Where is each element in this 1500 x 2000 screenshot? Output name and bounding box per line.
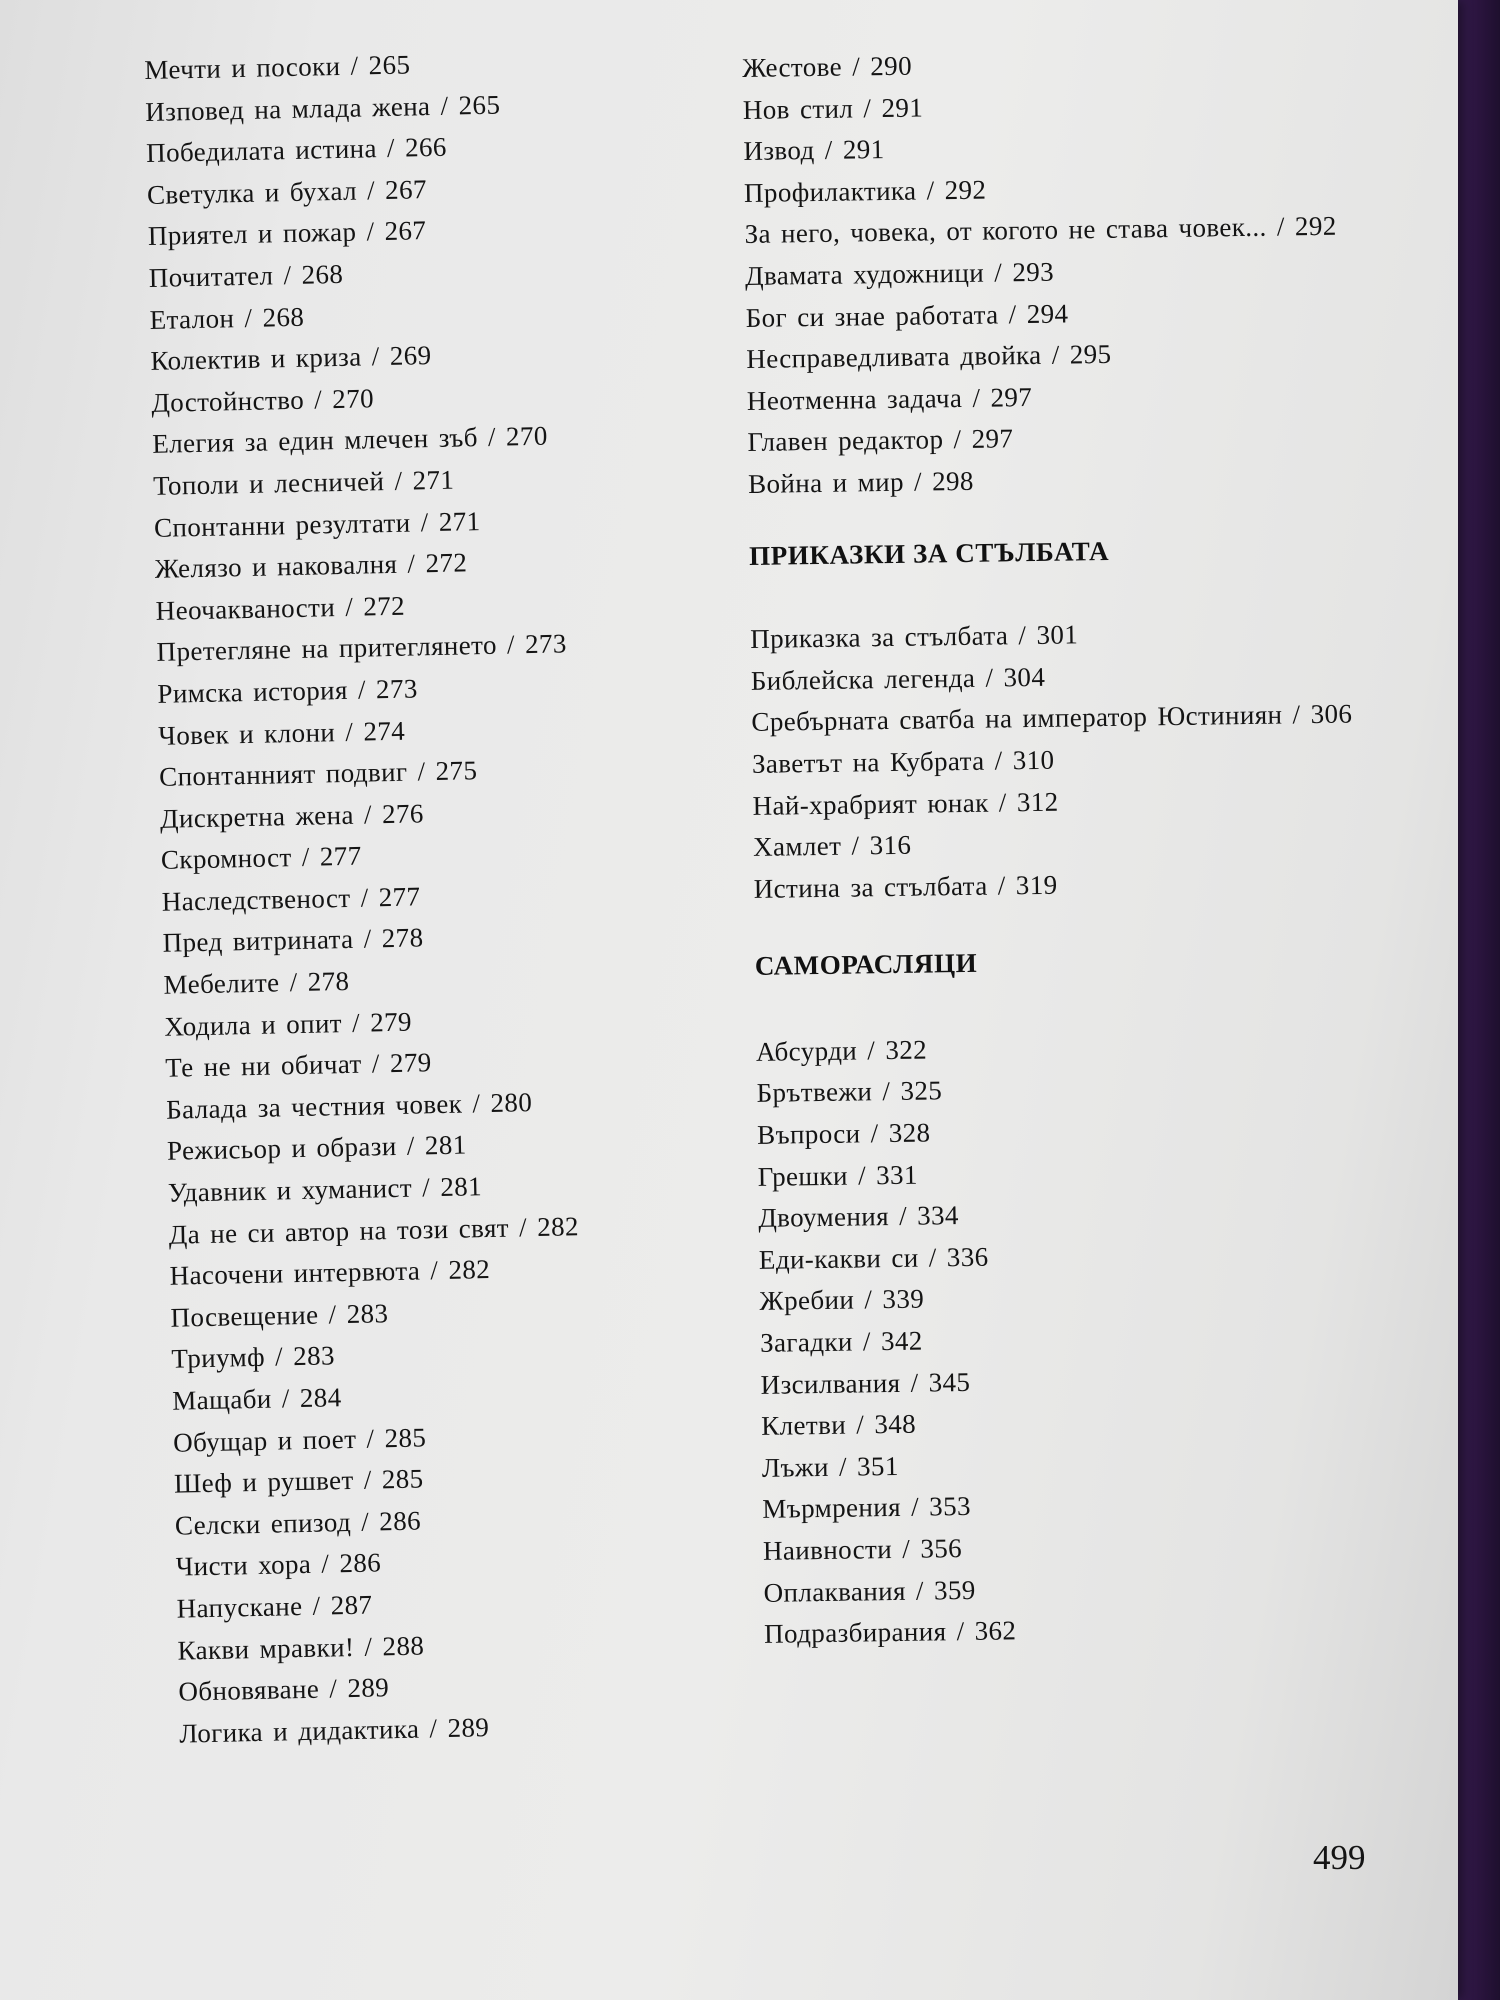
toc-right-top-list xyxy=(742,39,1388,505)
toc-entry-page: 277 xyxy=(378,881,421,913)
toc-entry-separator: / xyxy=(344,591,354,622)
toc-entry-separator: / xyxy=(421,1172,431,1203)
toc-entry-title: Двоумения xyxy=(758,1201,890,1234)
toc-entry-page: 287 xyxy=(330,1589,373,1621)
toc-entry-separator: / xyxy=(867,1035,876,1066)
toc-entry-separator: / xyxy=(357,674,367,705)
toc-entry-separator: / xyxy=(429,1712,438,1744)
toc-entry-title: Най-храбрият юнак xyxy=(752,787,989,821)
toc-entry-page: 293 xyxy=(1012,256,1055,288)
toc-entry-title: Логика и дидактика xyxy=(178,1713,420,1749)
toc-entry-separator: / xyxy=(244,302,253,333)
toc-entry-separator: / xyxy=(506,629,516,660)
toc-entry-page: 339 xyxy=(882,1284,925,1315)
toc-entry-title: Тополи и лесничей xyxy=(152,466,385,501)
toc-entry-page: 266 xyxy=(404,131,448,163)
toc-entry-separator: / xyxy=(407,548,416,579)
toc-entry-title: Напускане xyxy=(176,1590,303,1624)
toc-entry-separator: / xyxy=(518,1211,528,1243)
toc-entry-title: Обущар и поет xyxy=(172,1423,357,1458)
toc-self-grown-list xyxy=(756,1023,1405,1656)
toc-entry-page: 304 xyxy=(1003,661,1046,693)
toc-entry-title: Наследственост xyxy=(161,882,351,917)
toc-entry-page: 298 xyxy=(931,465,974,497)
toc-entry-title: Пред витрината xyxy=(162,924,354,959)
toc-entry-title: Колектив и криза xyxy=(150,341,362,377)
toc-entry-page: 268 xyxy=(301,258,344,290)
toc-entry-title: Заветът на Кубрата xyxy=(751,745,985,779)
toc-entry-title: Достойнство xyxy=(151,384,305,418)
toc-entry-separator: / xyxy=(862,1326,872,1357)
toc-entry-page: 279 xyxy=(389,1047,432,1079)
toc-entry-separator: / xyxy=(1008,298,1017,329)
toc-entry-separator: / xyxy=(321,1548,330,1579)
toc-entry-separator: / xyxy=(371,1048,381,1079)
toc-entry-title: Насочени интервюта xyxy=(169,1255,421,1291)
toc-entry-title: Жестове xyxy=(742,51,843,83)
toc-entry-title: Какви мравки! xyxy=(177,1631,355,1666)
toc-entry-title: Бог си знае работата xyxy=(745,299,999,333)
toc-entry-title: Обновяване xyxy=(178,1673,320,1707)
toc-entry-title: Спонтанни резултати xyxy=(153,507,411,543)
toc-entry-separator: / xyxy=(363,1464,372,1495)
toc-entry xyxy=(764,1605,1405,1656)
toc-entry-page: 268 xyxy=(262,301,305,333)
toc-entry-page: 277 xyxy=(319,840,362,872)
toc-entry-page: 328 xyxy=(888,1117,931,1149)
toc-entry-page: 270 xyxy=(505,420,549,452)
toc-entry-title: Грешки xyxy=(757,1160,849,1192)
toc-entry-separator: / xyxy=(953,424,962,455)
toc-entry-separator: / xyxy=(328,1299,337,1330)
toc-entry-separator: / xyxy=(417,756,426,787)
toc-entry-page: 322 xyxy=(885,1034,928,1065)
toc-entry-separator: / xyxy=(313,384,323,415)
toc-entry-title: Профилактика xyxy=(743,175,917,208)
toc-entry-title: Мърмрения xyxy=(762,1492,902,1525)
toc-entry-separator: / xyxy=(910,1492,920,1523)
toc-entry-separator: / xyxy=(345,716,354,747)
toc-entry-title: Приказка за стълбата xyxy=(750,620,1009,655)
toc-entry-page: 280 xyxy=(490,1086,533,1118)
toc-entry-title: Лъжи xyxy=(761,1451,830,1483)
toc-entry-page: 284 xyxy=(299,1382,342,1414)
toc-entry-title: Човек и клони xyxy=(158,716,336,751)
toc-entry-title: Война и мир xyxy=(747,466,905,499)
toc-entry-page: 316 xyxy=(869,829,912,861)
toc-entry-separator: / xyxy=(487,422,497,453)
toc-entry-separator: / xyxy=(972,382,981,413)
toc-entry-separator: / xyxy=(998,786,1007,817)
toc-entry-separator: / xyxy=(430,1255,439,1286)
toc-entry-separator: / xyxy=(363,923,372,955)
toc-entry-page: 276 xyxy=(381,797,425,829)
toc-entry xyxy=(753,860,1394,911)
toc-entry-page: 267 xyxy=(384,215,427,247)
toc-entry-separator: / xyxy=(994,745,1003,776)
toc-entry-page: 353 xyxy=(928,1491,972,1522)
toc-entry-separator: / xyxy=(851,830,860,861)
toc-entry-separator: / xyxy=(915,1575,925,1606)
toc-entry-title: Да не си автор на този свят xyxy=(168,1212,510,1250)
toc-entry-separator: / xyxy=(863,92,872,123)
toc-entry-page: 278 xyxy=(381,922,424,954)
toc-entry-page: 285 xyxy=(381,1463,424,1495)
toc-entry-page: 325 xyxy=(900,1075,943,1107)
toc-right-column xyxy=(742,39,1404,1656)
toc-entry-separator: / xyxy=(329,1673,338,1704)
toc-entry-separator: / xyxy=(857,1160,867,1191)
toc-entry-separator: / xyxy=(856,1409,865,1440)
toc-entry-page: 362 xyxy=(974,1615,1017,1647)
toc-entry-page: 312 xyxy=(1016,786,1059,817)
toc-entry-page: 345 xyxy=(928,1366,971,1398)
toc-entry-separator: / xyxy=(870,1118,879,1149)
toc-entry-title: Истина за стълбата xyxy=(753,870,988,904)
toc-entry-title: Оплаквания xyxy=(763,1575,906,1608)
toc-entry-separator: / xyxy=(366,216,375,247)
toc-left-column xyxy=(144,37,780,1755)
toc-entry-page: 269 xyxy=(389,340,432,372)
toc-entry-separator: / xyxy=(1018,620,1027,651)
toc-entry-title: Селски епизод xyxy=(174,1506,352,1541)
page-number: 499 xyxy=(1313,1838,1366,1877)
toc-entry-title: Библейска легенда xyxy=(750,662,976,696)
toc-entry-title: Загадки xyxy=(759,1326,853,1358)
toc-entry-title: Мащаби xyxy=(171,1383,272,1416)
toc-entry-title: Те не ни обичат xyxy=(165,1048,362,1084)
toc-entry-title: Почитател xyxy=(148,260,274,293)
toc-entry-page: 301 xyxy=(1036,619,1079,651)
toc-entry-separator: / xyxy=(283,259,292,291)
toc-entry-page: 297 xyxy=(971,423,1014,455)
toc-entry-title: Скромност xyxy=(160,842,292,876)
toc-entry-title: Режисьор и образи xyxy=(166,1131,397,1167)
toc-entry-page: 295 xyxy=(1069,339,1112,370)
toc-entry-page: 273 xyxy=(524,628,568,660)
toc-entry-page: 272 xyxy=(363,590,406,622)
toc-stairs-list xyxy=(750,610,1394,910)
toc-entry-page: 291 xyxy=(881,92,924,123)
toc-entry-separator: / xyxy=(472,1088,481,1119)
toc-entry-page: 265 xyxy=(458,89,501,121)
toc-entry-separator: / xyxy=(864,1284,873,1315)
toc-entry-title: Главен редактор xyxy=(747,424,944,458)
toc-entry-title: Мечти и посоки xyxy=(144,50,341,85)
toc-entry-separator: / xyxy=(1051,339,1060,370)
toc-entry-title: Абсурди xyxy=(755,1035,858,1067)
toc-entry-title: Ходила и опит xyxy=(164,1007,343,1042)
toc-entry-page: 271 xyxy=(412,464,455,496)
toc-entry-page: 282 xyxy=(448,1254,491,1286)
toc-entry-separator: / xyxy=(440,90,449,121)
toc-entry-title: Наивности xyxy=(762,1534,893,1566)
toc-entry-title: Римска история xyxy=(157,674,349,709)
toc-entry-page: 297 xyxy=(990,381,1033,413)
toc-entry-separator: / xyxy=(364,1631,373,1662)
toc-entry-page: 334 xyxy=(916,1200,960,1231)
toc-entry-page: 265 xyxy=(368,49,411,81)
toc-entry-separator: / xyxy=(985,662,994,693)
toc-entry-separator: / xyxy=(394,465,403,496)
toc-entry-page: 342 xyxy=(880,1325,923,1357)
toc-entry-title: Сребърната сватба на император Юстиниян xyxy=(751,699,1283,738)
toc-entry-page: 288 xyxy=(382,1630,425,1661)
toc-entry-separator: / xyxy=(289,967,298,998)
section-heading-self-grown: САМОРАСЛЯЦИ xyxy=(754,948,978,982)
toc-entry-title: Жребии xyxy=(759,1284,855,1317)
toc-entry-page: 272 xyxy=(425,547,468,579)
toc-entry-title: Клетви xyxy=(761,1409,847,1442)
toc-entry-title: Изсилвания xyxy=(760,1367,901,1400)
toc-entry-separator: / xyxy=(1276,211,1285,242)
toc-entry-page: 279 xyxy=(369,1006,413,1038)
toc-entry-title: Удавник и хуманист xyxy=(167,1172,413,1208)
toc-entry-title: Желязо и наковалня xyxy=(154,548,398,585)
toc-entry-title: Елегия за един млечен зъб xyxy=(151,422,479,460)
toc-entry-title: Неочакваности xyxy=(155,591,336,626)
toc-entry-title: Триумф xyxy=(171,1342,266,1375)
toc-entry-page: 348 xyxy=(874,1408,917,1440)
toc-entry-separator: / xyxy=(386,132,396,164)
toc-entry-page: 310 xyxy=(1012,744,1055,776)
toc-entry-title: Спонтанният подвиг xyxy=(158,756,408,792)
toc-entry-page: 282 xyxy=(536,1210,580,1242)
toc-entry-separator: / xyxy=(926,175,935,206)
toc-entry-title: Претегляне на притеглянето xyxy=(156,630,498,668)
toc-entry-separator: / xyxy=(360,882,369,913)
toc-entry-separator: / xyxy=(301,841,311,873)
toc-entry-page: 286 xyxy=(339,1547,382,1579)
toc-entry-separator: / xyxy=(902,1533,911,1564)
toc-entry-separator: / xyxy=(420,506,429,537)
toc-entry-title: Нов стил xyxy=(742,93,854,125)
toc-entry-separator: / xyxy=(312,1590,321,1621)
toc-entry-page: 267 xyxy=(384,173,428,205)
toc-entry-page: 289 xyxy=(447,1711,490,1743)
toc-entry-page: 356 xyxy=(920,1533,963,1564)
toc-entry-page: 275 xyxy=(435,755,478,787)
toc-entry-title: Еталон xyxy=(149,302,235,335)
toc-entry-page: 319 xyxy=(1015,869,1058,900)
toc-entry-title: Подразбирания xyxy=(763,1616,947,1650)
toc-entry-page: 306 xyxy=(1310,698,1353,730)
toc-entry-title: Мебелите xyxy=(163,967,280,1000)
toc-entry-separator: / xyxy=(366,174,376,206)
toc-entry-page: 290 xyxy=(870,50,913,82)
toc-entry-page: 283 xyxy=(346,1297,389,1329)
toc-entry-separator: / xyxy=(838,1451,848,1482)
toc-entry-page: 274 xyxy=(363,715,406,747)
toc-entry-page: 270 xyxy=(331,383,375,414)
toc-entry-separator: / xyxy=(994,257,1003,288)
toc-entry-separator: / xyxy=(1292,699,1301,730)
toc-entry-separator: / xyxy=(898,1201,908,1232)
toc-entry-title: За него, човека, от когото не става човек... xyxy=(744,212,1267,250)
toc-entry-page: 286 xyxy=(378,1505,422,1537)
toc-entry-page: 294 xyxy=(1026,298,1069,329)
toc-entry-page: 285 xyxy=(384,1421,427,1453)
toc-entry-page: 291 xyxy=(842,134,885,165)
toc-entry-separator: / xyxy=(366,1423,375,1454)
toc-entry xyxy=(748,455,1389,506)
toc-entry-separator: / xyxy=(371,341,380,372)
toc-entry-page: 281 xyxy=(424,1129,467,1161)
toc-entry-title: Шеф и рушвет xyxy=(173,1465,354,1499)
toc-entry-page: 273 xyxy=(375,673,418,705)
toc-entry-page: 289 xyxy=(347,1672,390,1704)
toc-entry-separator: / xyxy=(363,799,373,830)
toc-entry-separator: / xyxy=(928,1242,937,1273)
toc-entry-separator: / xyxy=(851,51,861,82)
toc-entry-separator: / xyxy=(351,1007,361,1038)
toc-entry-separator: / xyxy=(274,1341,284,1372)
toc-entry-separator: / xyxy=(882,1076,891,1107)
toc-entry-title: Изповед на млада жена xyxy=(144,90,431,127)
toc-entry-page: 271 xyxy=(438,505,481,537)
toc-entry-title: Неотменна задача xyxy=(746,382,963,416)
toc-entry-separator: / xyxy=(406,1131,416,1162)
toc-entry-title: Посвещение xyxy=(170,1299,319,1333)
toc-entry-page: 292 xyxy=(1294,211,1337,242)
toc-entry-title: Чисти хора xyxy=(175,1549,312,1583)
toc-entry-title: Несправедливата двойка xyxy=(746,340,1042,375)
section-heading-stairs: ПРИКАЗКИ ЗА СТЪЛБАТА xyxy=(748,535,1110,571)
toc-entry-title: Двамата художници xyxy=(744,257,985,291)
toc-entry-separator: / xyxy=(997,870,1006,901)
toc-entry-title: Въпроси xyxy=(756,1118,861,1150)
toc-entry-title: Брътвежи xyxy=(756,1076,873,1109)
toc-entry-page: 292 xyxy=(944,174,987,205)
toc-entry-title: Извод xyxy=(743,135,815,167)
toc-entry-page: 283 xyxy=(292,1340,336,1372)
toc-entry-separator: / xyxy=(956,1616,965,1647)
toc-entry-separator: / xyxy=(281,1383,291,1414)
toc-entry-title: Балада за честния човек xyxy=(165,1088,463,1125)
toc-entry-title: Приятел и пожар xyxy=(147,216,357,252)
toc-entry-separator: / xyxy=(824,134,833,166)
toc-entry-title: Светулка и бухал xyxy=(146,175,358,210)
toc-entry-title: Хамлет xyxy=(752,830,842,863)
toc-entry-separator: / xyxy=(360,1506,370,1537)
toc-entry-page: 336 xyxy=(946,1241,989,1273)
toc-entry-page: 359 xyxy=(933,1574,976,1606)
toc-entry-title: Дискретна жена xyxy=(159,799,355,834)
toc-entry-title: Еди-какви си xyxy=(758,1242,919,1275)
toc-entry-page: 281 xyxy=(439,1171,483,1203)
toc-entry-page: 331 xyxy=(875,1159,919,1190)
toc-entry-separator: / xyxy=(913,466,923,497)
toc-entry-page: 278 xyxy=(307,965,350,997)
toc-entry-separator: / xyxy=(910,1367,919,1398)
toc-entry-page: 351 xyxy=(856,1450,899,1482)
toc-entry-title: Победилата истина xyxy=(145,133,378,169)
toc-entry-separator: / xyxy=(350,50,359,81)
